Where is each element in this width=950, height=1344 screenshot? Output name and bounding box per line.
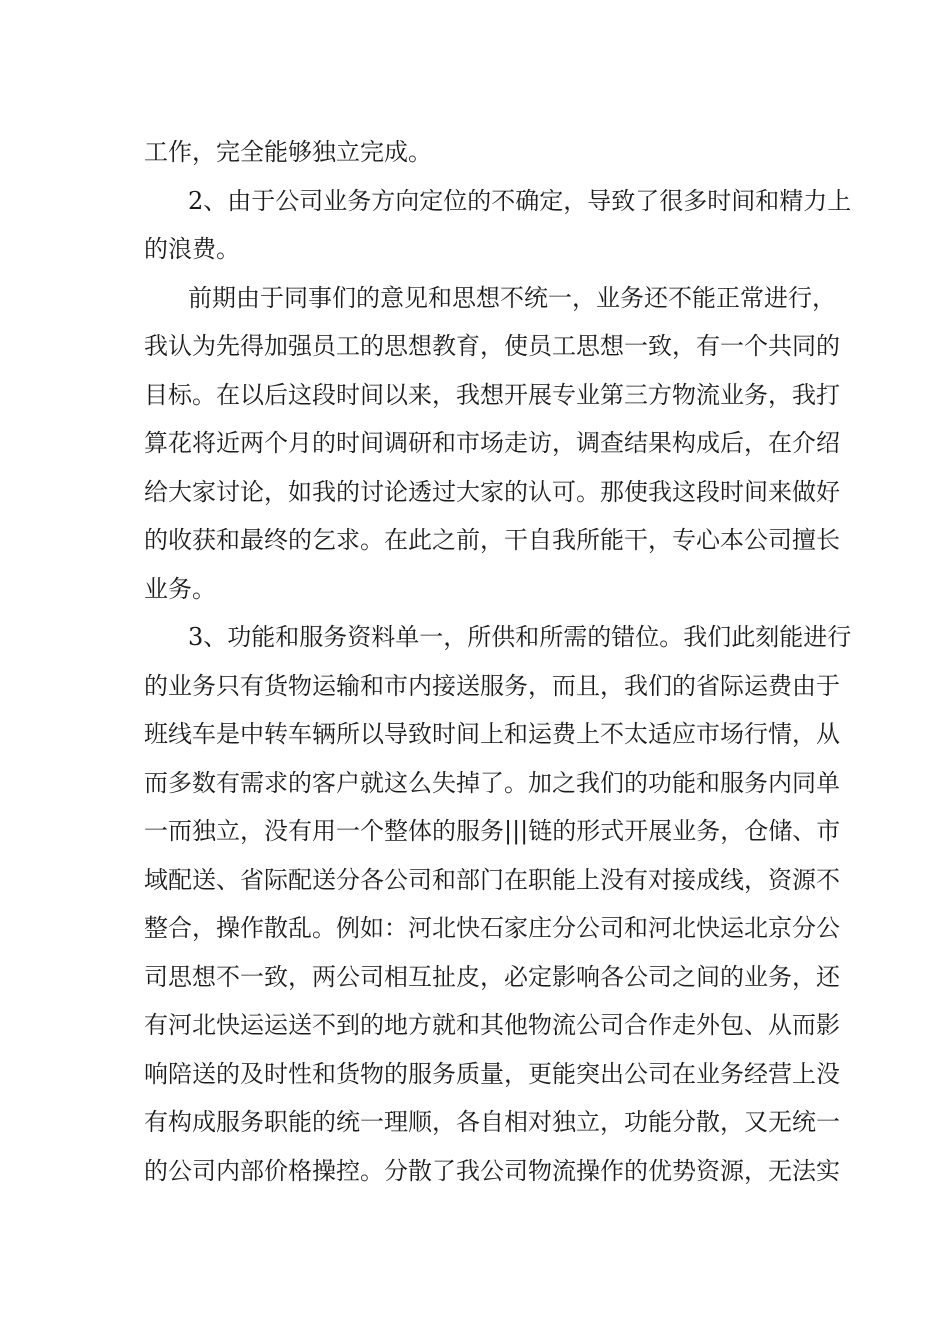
text-line: 的收获和最终的乞求。在此之前，干自我所能干，专心本公司擅长: [144, 526, 840, 554]
text-line: 司思想不一致，两公司相互扯皮，必定影响各公司之间的业务，还: [144, 962, 840, 991]
text-line: 业务。: [144, 574, 216, 603]
text-line: 工作，完全能够独立完成。: [144, 138, 432, 166]
paragraph-2-line-1: 2、由于公司业务方向定位的不确定，导致了很多时间和精力上: [188, 186, 852, 215]
document-body: [144, 128, 852, 1195]
text-line: 目标。在以后这段时间以来，我想开展专业第三方物流业务，我打: [144, 380, 840, 409]
text-line: 而多数有需求的客户就这么失掉了。加之我们的功能和服务内同单: [144, 768, 840, 797]
text-line: 整合，操作散乱。例如：河北快石家庄分公司和河北快运北京分公: [144, 914, 840, 942]
text-line: 一而独立，没有用一个整体的服务|||链的形式开展业务，仓储、市: [144, 817, 841, 845]
text-line: 的业务只有货物运输和市内接送服务，而且，我们的省际运费由于: [144, 671, 840, 700]
text-line: 算花将近两个月的时间调研和市场走访，调查结果构成后，在介绍: [144, 429, 840, 457]
text-line: 有河北快运运送不到的地方就和其他物流公司合作走外包、从而影: [144, 1011, 840, 1039]
text-line: 有构成服务职能的统一理顺，各自相对独立，功能分散，又无统一: [144, 1108, 840, 1136]
text-line: 的公司内部价格操控。分散了我公司物流操作的优势资源，无法实: [144, 1156, 840, 1185]
text-line: 我认为先得加强员工的思想教育，使员工思想一致，有一个共同的: [144, 332, 840, 360]
text-line: 的浪费。: [144, 235, 240, 263]
text-line: 给大家讨论，如我的讨论透过大家的认可。那使我这段时间来做好: [144, 477, 840, 506]
paragraph-4-line-1: 3、功能和服务资料单一，所供和所需的错位。我们此刻能进行: [188, 623, 852, 651]
paragraph-3-line-1: 前期由于同事们的意见和思想不统一，业务还不能正常进行，: [188, 283, 836, 312]
text-line: 域配送、省际配送分各公司和部门在职能上没有对接成线，资源不: [144, 865, 840, 894]
text-line: 响陪送的及时性和货物的服务质量，更能突出公司在业务经营上没: [144, 1059, 840, 1088]
text-line: 班线车是中转车辆所以导致时间上和运费上不太适应市场行情，从: [144, 720, 840, 748]
